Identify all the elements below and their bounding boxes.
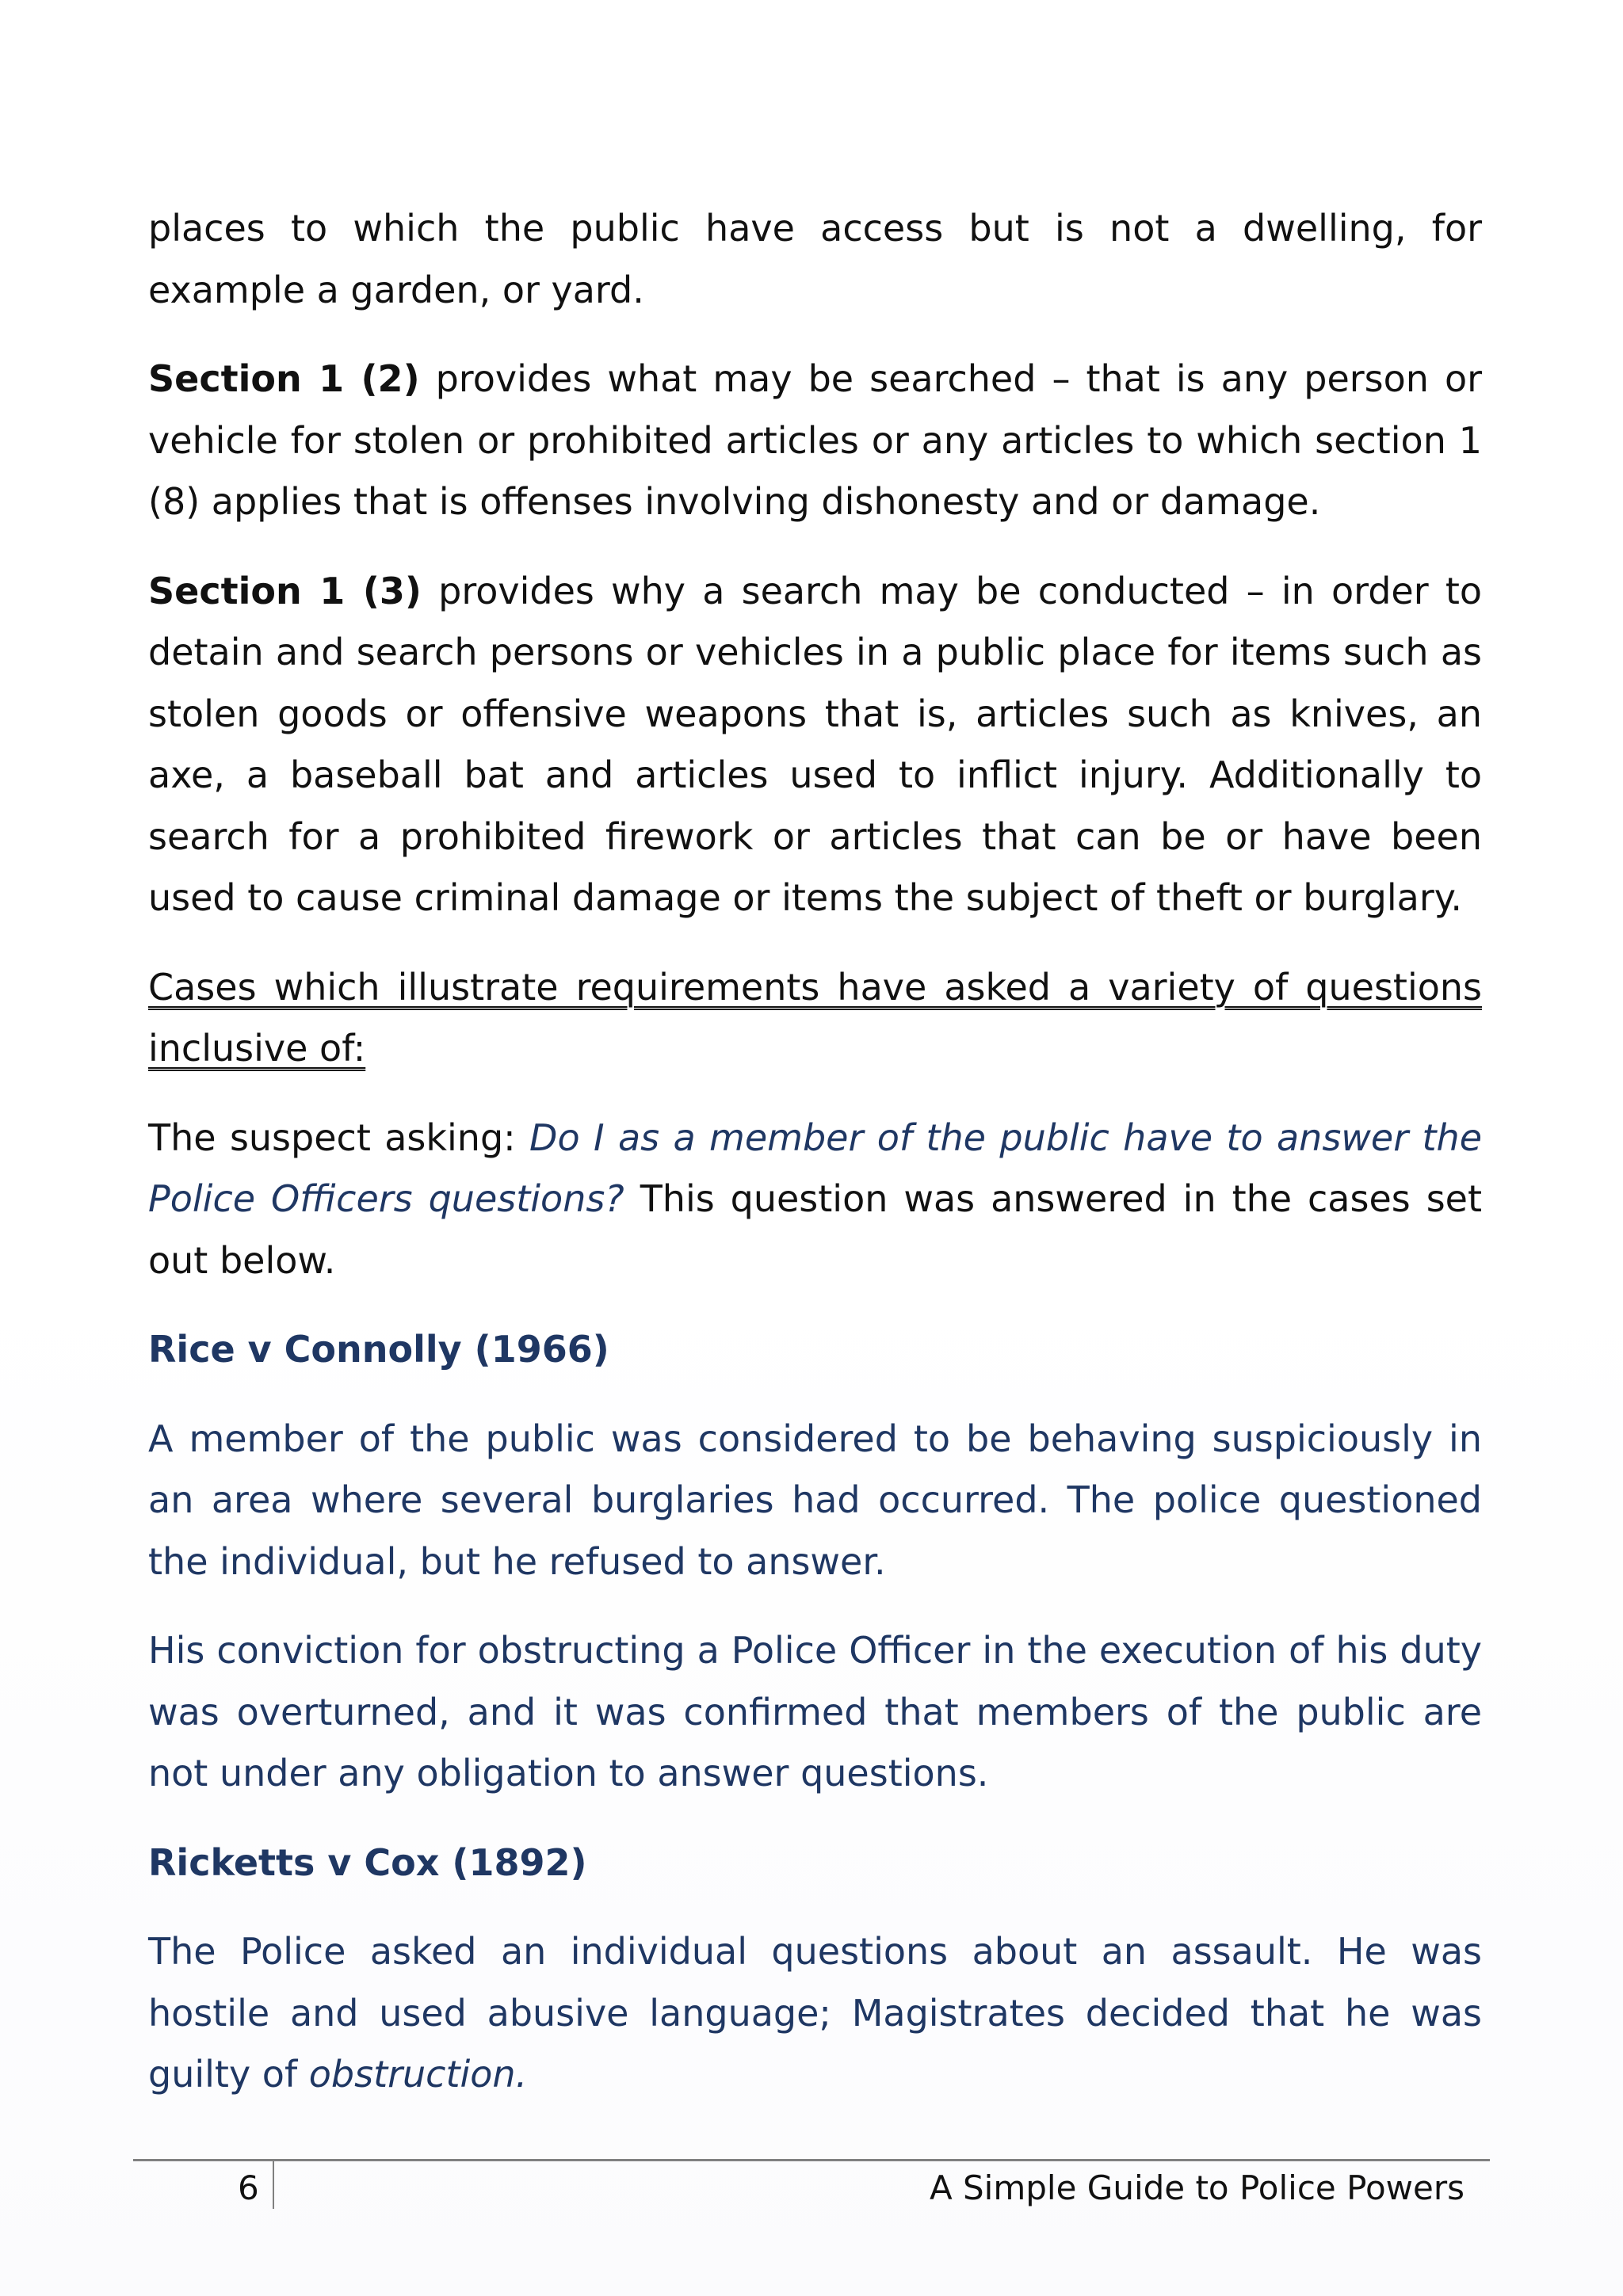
paragraph-text: provides why a search may be conducted – in order to detain and search persons or vehicles in a public place for items such as stolen goods or offensive weapons that is, articles such as knives, an axe, a baseball bat and articles used to inflict injury. Additionally to search for a prohibited firework or articles that can be or have been used to cause criminal damage or items the subject of theft or burglary. <box>148 569 1482 919</box>
paragraph-public-places <box>148 198 1482 321</box>
paragraph-text: places to which the public have access but is not a dwelling, for example a garden, or yard. <box>148 207 1482 311</box>
case-heading-rice-v-connolly: Rice v Connolly (1966) <box>148 1328 609 1371</box>
cases-intro <box>148 957 1482 1080</box>
case-paragraph <box>148 1921 1482 2106</box>
suspect-question: Do I as a member of the public have to answer the Police Officers questions? <box>148 1116 1482 1220</box>
page-number: 6 <box>238 2168 259 2207</box>
suspect-suffix: This question was answered in the cases set out below. <box>148 1177 1482 1282</box>
case-paragraph: A member of the public was considered to be behaving suspiciously in an area where several burglaries had occurred. The police questioned the individual, but he refused to answer. <box>148 1417 1482 1583</box>
cases-intro-text: Cases which illustrate requirements have asked a variety of questions inclusive of: <box>148 965 1482 1070</box>
footer-separator <box>273 2161 274 2209</box>
case-paragraph-italic: obstruction. <box>308 2053 528 2096</box>
paragraph-section-1-3 <box>148 561 1482 929</box>
paragraph-section-1-2 <box>148 349 1482 533</box>
footer-rule <box>133 2159 1490 2161</box>
section-label: Section 1 (3) <box>148 569 422 612</box>
page-body <box>148 198 1482 2134</box>
suspect-prefix: The suspect asking: <box>148 1116 530 1159</box>
paragraph-suspect-question <box>148 1108 1482 1292</box>
paragraph-text: provides what may be searched – that is any person or vehicle for stolen or prohibited articles or any articles to which section 1 (8) applies that is offenses involving dishonesty and or damage. <box>148 357 1482 523</box>
running-footer-title: A Simple Guide to Police Powers <box>929 2168 1465 2207</box>
case-paragraph: His conviction for obstructing a Police Officer in the execution of his duty was overturned, and it was confirmed that members of the public are not under any obligation to answer questions. <box>148 1629 1482 1794</box>
case-paragraph-text: The Police asked an individual questions about an assault. He was hostile and used abusive language; Magistrates decided that he was guilty of <box>148 1930 1482 2096</box>
section-label: Section 1 (2) <box>148 357 420 400</box>
case-heading-ricketts-v-cox: Ricketts v Cox (1892) <box>148 1840 587 1884</box>
